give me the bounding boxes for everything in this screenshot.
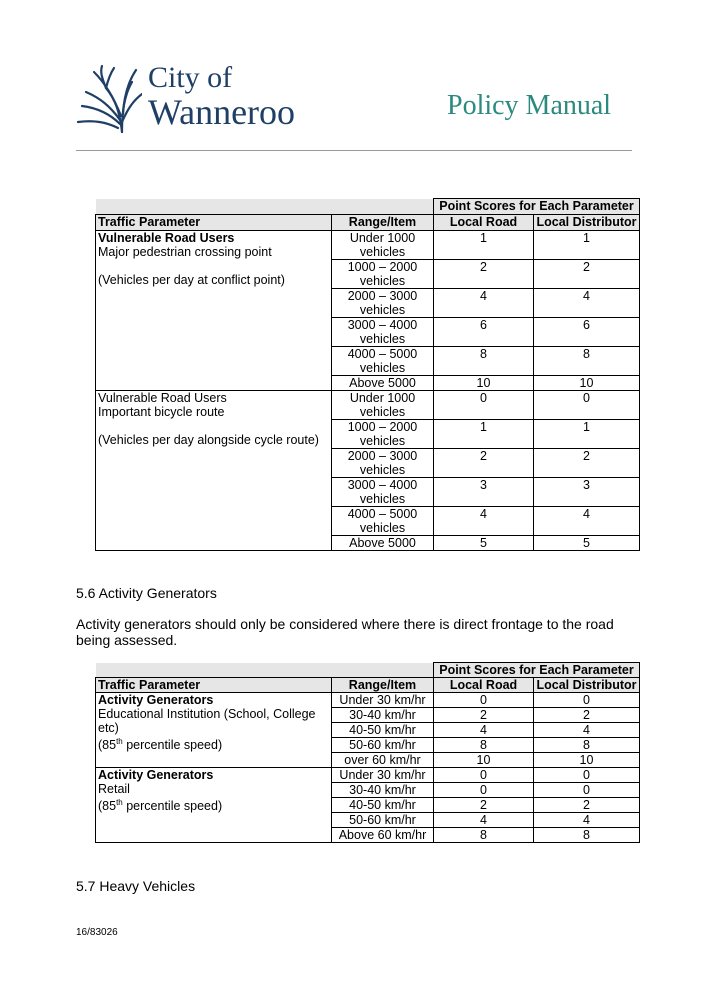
section-5-6-heading: 5.6 Activity Generators xyxy=(76,585,217,601)
local-road-score: 1 xyxy=(434,231,534,260)
table-group-header-row xyxy=(96,663,640,678)
local-distributor-score: 10 xyxy=(534,753,640,768)
local-distributor-score: 1 xyxy=(534,231,640,260)
range-cell: 30-40 km/hr xyxy=(332,783,434,798)
range-cell: Under 30 km/hr xyxy=(332,768,434,783)
local-distributor-score: 8 xyxy=(534,828,640,843)
range-cell: Above 60 km/hr xyxy=(332,828,434,843)
document-reference: 16/83026 xyxy=(76,927,118,938)
table-row xyxy=(96,693,640,708)
table-header-row xyxy=(96,678,640,693)
local-road-score: 6 xyxy=(434,318,534,347)
local-road-score: 4 xyxy=(434,813,534,828)
local-distributor-score: 0 xyxy=(534,768,640,783)
local-distributor-score: 0 xyxy=(534,391,640,420)
parameter-description: Retail xyxy=(98,782,130,796)
local-distributor-score: 4 xyxy=(534,507,640,536)
parameter-description: Educational Institution (School, College etc) xyxy=(98,707,316,735)
local-road-score: 2 xyxy=(434,260,534,289)
local-distributor-score: 4 xyxy=(534,723,640,738)
section-5-6-body: Activity generators should only be considered where there is direct frontage to the road being assessed. xyxy=(76,616,614,648)
range-cell: 4000 – 5000 vehicles xyxy=(332,347,434,376)
city-logo xyxy=(76,62,326,134)
local-distributor-score: 2 xyxy=(534,708,640,723)
parameter-unit: (85th percentile speed) xyxy=(98,798,223,814)
col-local-distributor: Local Distributor xyxy=(534,215,640,231)
local-road-score: 3 xyxy=(434,478,534,507)
local-road-score: 2 xyxy=(434,449,534,478)
local-road-score: 0 xyxy=(434,768,534,783)
range-cell: Under 1000 vehicles xyxy=(332,231,434,260)
local-road-score: 2 xyxy=(434,708,534,723)
local-road-score: 10 xyxy=(434,753,534,768)
logo-city-text: City of xyxy=(148,61,233,94)
local-road-score: 4 xyxy=(434,723,534,738)
local-distributor-score: 1 xyxy=(534,420,640,449)
local-distributor-score: 3 xyxy=(534,478,640,507)
local-distributor-score: 0 xyxy=(534,783,640,798)
local-distributor-score: 2 xyxy=(534,798,640,813)
range-cell: 40-50 km/hr xyxy=(332,798,434,813)
parameter-title: Vulnerable Road Users xyxy=(98,391,227,405)
section-5-7-heading: 5.7 Heavy Vehicles xyxy=(76,878,196,894)
col-local-road: Local Road xyxy=(434,678,534,693)
parameter-cell xyxy=(96,391,332,551)
col-range-item: Range/Item xyxy=(332,678,434,693)
local-road-score: 8 xyxy=(434,738,534,753)
range-cell: 30-40 km/hr xyxy=(332,708,434,723)
table-group-header-row xyxy=(96,199,640,215)
parameter-title: Vulnerable Road Users xyxy=(98,231,235,245)
local-distributor-score: 8 xyxy=(534,347,640,376)
local-distributor-score: 4 xyxy=(534,813,640,828)
parameter-title: Activity Generators xyxy=(98,693,214,707)
parameter-cell xyxy=(96,231,332,391)
table-row xyxy=(96,231,640,260)
range-cell: 1000 – 2000 vehicles xyxy=(332,260,434,289)
local-distributor-score: 0 xyxy=(534,693,640,708)
col-traffic-parameter: Traffic Parameter xyxy=(96,678,332,693)
point-scores-header: Point Scores for Each Parameter xyxy=(434,663,640,678)
table-row xyxy=(96,768,640,783)
local-road-score: 2 xyxy=(434,798,534,813)
range-cell: 40-50 km/hr xyxy=(332,723,434,738)
table-header-row xyxy=(96,215,640,231)
local-road-score: 8 xyxy=(434,347,534,376)
header-divider xyxy=(76,150,632,151)
parameter-description: Important bicycle route xyxy=(98,405,225,419)
vulnerable-road-users-table xyxy=(95,198,640,551)
range-cell: 50-60 km/hr xyxy=(332,738,434,753)
local-road-score: 5 xyxy=(434,536,534,551)
local-road-score: 0 xyxy=(434,391,534,420)
local-distributor-score: 5 xyxy=(534,536,640,551)
local-road-score: 1 xyxy=(434,420,534,449)
parameter-cell xyxy=(96,768,332,843)
range-cell: Above 5000 xyxy=(332,536,434,551)
range-cell: 3000 – 4000 vehicles xyxy=(332,318,434,347)
range-cell: 1000 – 2000 vehicles xyxy=(332,420,434,449)
range-cell: 3000 – 4000 vehicles xyxy=(332,478,434,507)
local-road-score: 10 xyxy=(434,376,534,391)
local-distributor-score: 10 xyxy=(534,376,640,391)
local-road-score: 4 xyxy=(434,507,534,536)
local-distributor-score: 4 xyxy=(534,289,640,318)
local-road-score: 8 xyxy=(434,828,534,843)
col-traffic-parameter: Traffic Parameter xyxy=(96,215,332,231)
parameter-cell xyxy=(96,693,332,768)
local-distributor-score: 6 xyxy=(534,318,640,347)
parameter-unit: (Vehicles per day alongside cycle route) xyxy=(98,433,319,447)
local-road-score: 0 xyxy=(434,693,534,708)
activity-generators-table xyxy=(95,662,640,843)
parameter-unit: (85th percentile speed) xyxy=(98,737,223,753)
point-scores-header: Point Scores for Each Parameter xyxy=(434,199,640,215)
col-local-distributor: Local Distributor xyxy=(534,678,640,693)
local-road-score: 0 xyxy=(434,783,534,798)
range-cell: Under 30 km/hr xyxy=(332,693,434,708)
parameter-unit: (Vehicles per day at conflict point) xyxy=(98,273,285,287)
logo-wanneroo-text: Wanneroo xyxy=(148,92,296,132)
range-cell: Above 5000 xyxy=(332,376,434,391)
parameter-description: Major pedestrian crossing point xyxy=(98,245,272,259)
col-range-item: Range/Item xyxy=(332,215,434,231)
table-row xyxy=(96,391,640,420)
range-cell: 4000 – 5000 vehicles xyxy=(332,507,434,536)
local-distributor-score: 2 xyxy=(534,260,640,289)
col-local-road: Local Road xyxy=(434,215,534,231)
range-cell: over 60 km/hr xyxy=(332,753,434,768)
document-title: Policy Manual xyxy=(447,90,612,121)
local-road-score: 4 xyxy=(434,289,534,318)
range-cell: 2000 – 3000 vehicles xyxy=(332,289,434,318)
grass-tree-logo-icon xyxy=(76,64,142,134)
local-distributor-score: 2 xyxy=(534,449,640,478)
range-cell: 2000 – 3000 vehicles xyxy=(332,449,434,478)
local-distributor-score: 8 xyxy=(534,738,640,753)
range-cell: 50-60 km/hr xyxy=(332,813,434,828)
parameter-title: Activity Generators xyxy=(98,768,214,782)
range-cell: Under 1000 vehicles xyxy=(332,391,434,420)
